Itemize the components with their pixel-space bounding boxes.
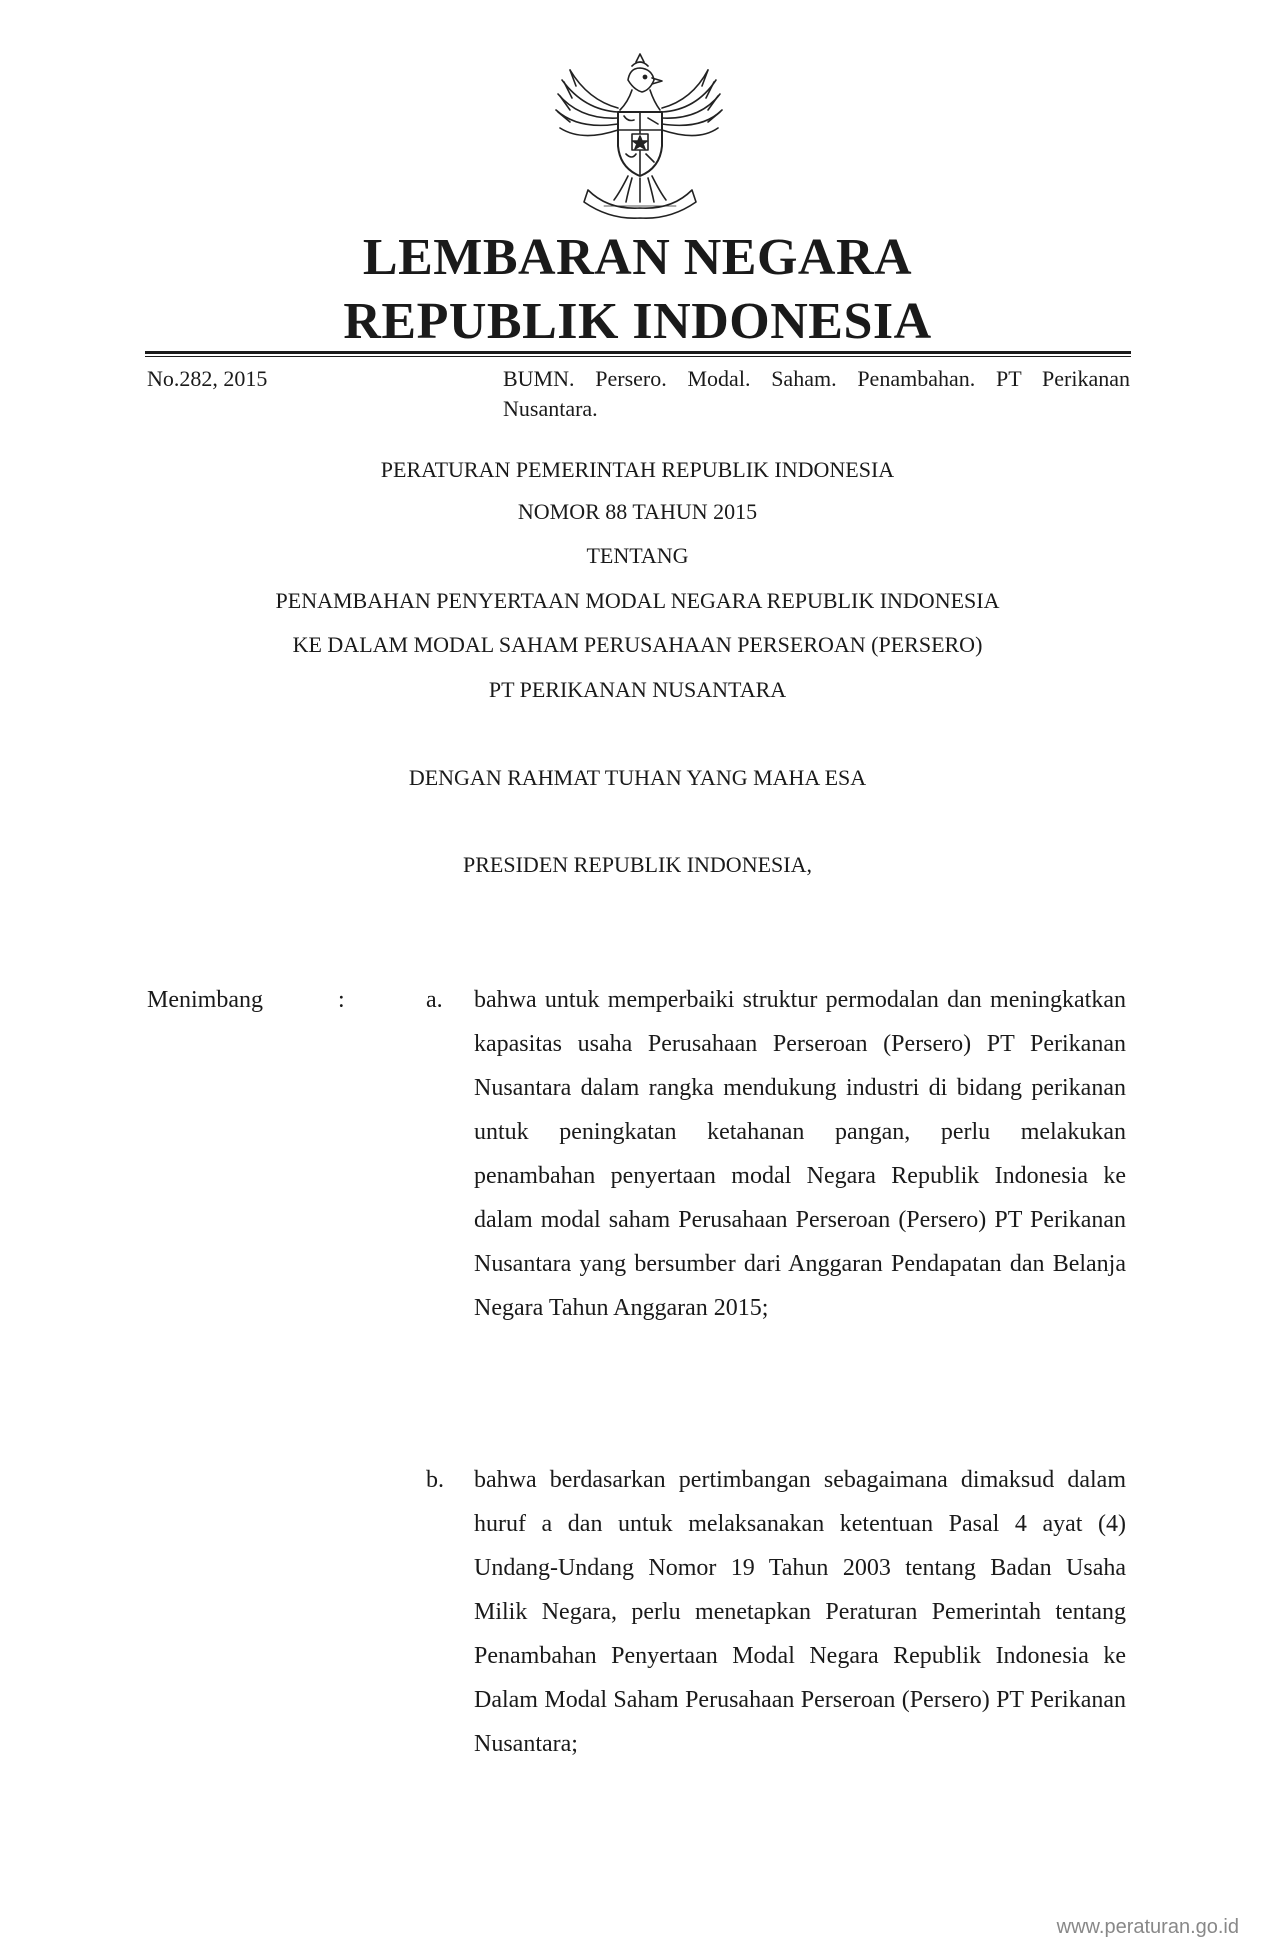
regulation-title-line3: PT PERIKANAN NUSANTARA — [488, 677, 787, 702]
masthead-title-line2: REPUBLIK INDONESIA — [343, 293, 932, 350]
gazette-topic: BUMN. Persero. Modal. Saham. Penambahan. PT Perikanan Nusantara. — [503, 366, 1130, 421]
masthead-rule-thick — [145, 351, 1131, 354]
masthead-rule-thin — [145, 356, 1131, 357]
regulation-number: NOMOR 88 TAHUN 2015 — [517, 499, 758, 524]
regulation-title-line2: KE DALAM MODAL SAHAM PERUSAHAAN PERSEROAN (PERSERO) — [292, 632, 983, 657]
item-marker: a. — [426, 987, 443, 1013]
regulation-title-line1: PENAMBAHAN PENYERTAAN MODAL NEGARA REPUBLIK INDONESIA — [275, 588, 1000, 613]
considering-label: Menimbang — [147, 987, 263, 1013]
considering-item-a — [426, 978, 1126, 1330]
invocation: DENGAN RAHMAT TUHAN YANG MAHA ESA — [408, 765, 867, 790]
masthead-title-line1: LEMBARAN NEGARA — [362, 229, 913, 286]
considering-colon: : — [338, 987, 345, 1013]
item-text: bahwa untuk memperbaiki struktur permodalan dan meningkatkan kapasitas usaha Perusahaan Perseroan (Persero) PT Perikanan Nusantara dalam rangka mendukung industri di bidang perikanan untuk peningkatan ketahanan pangan, perlu melakukan penambahan penyertaan modal Negara Republik Indonesia ke dalam modal saham Perusahaan Perseroan (Persero) PT Perikanan Nusantara yang bersumber dari Anggaran Pendapatan dan Belanja Negara Tahun Anggaran 2015; — [474, 987, 1126, 1321]
regulation-about: TENTANG — [586, 543, 689, 568]
issuer: PRESIDEN REPUBLIK INDONESIA, — [463, 852, 812, 877]
garuda-emblem-icon — [548, 50, 728, 225]
regulation-type: PERATURAN PEMERINTAH REPUBLIK INDONESIA — [380, 457, 895, 482]
item-text: bahwa berdasarkan pertimbangan sebagaimana dimaksud dalam huruf a dan untuk melaksanakan ketentuan Pasal 4 ayat (4) Undang-Undang Nomor 19 Tahun 2003 tentang Badan Usaha Milik Negara, perlu menetapkan Peraturan Pemerintah tentang Penambahan Penyertaan Modal Negara Republik Indonesia ke Dalam Modal Saham Perusahaan Perseroan (Persero) PT Perikanan Nusantara; — [474, 1467, 1126, 1757]
item-marker: b. — [426, 1467, 444, 1493]
considering-item-b — [426, 1458, 1126, 1766]
footer-url: www.peraturan.go.id — [1056, 1916, 1239, 1938]
gazette-number: No.282, 2015 — [147, 366, 268, 391]
